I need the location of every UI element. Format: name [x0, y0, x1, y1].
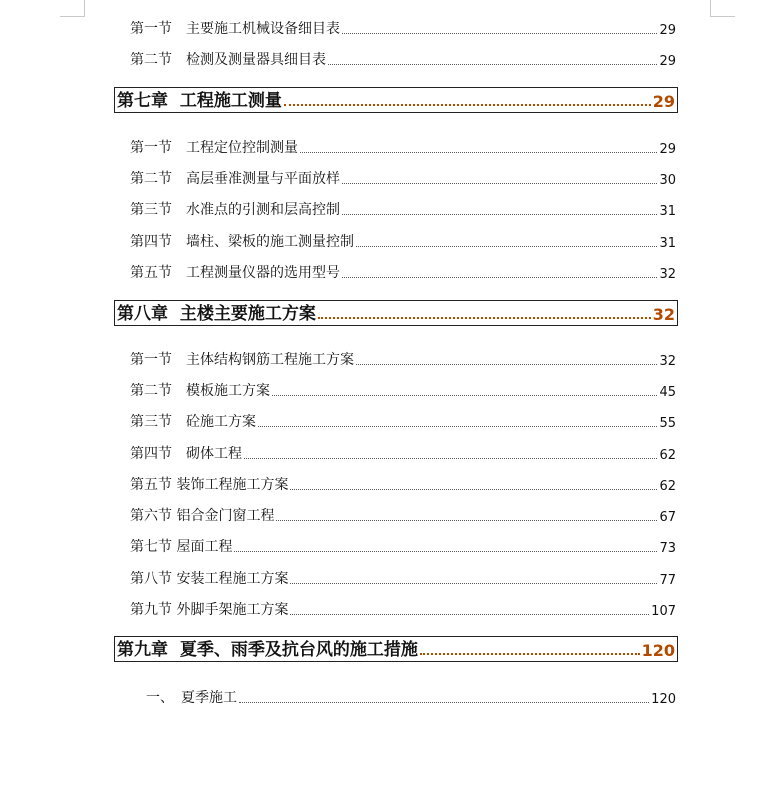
toc-entry[interactable] — [130, 566, 676, 588]
toc-entry-page: 67 — [659, 510, 676, 525]
toc-chapter-heading[interactable] — [114, 87, 678, 113]
toc-entry-label: 第一节 工程定位控制测量 — [130, 140, 298, 156]
toc-entry-page: 55 — [659, 416, 676, 431]
toc-entry-page: 29 — [659, 54, 676, 69]
toc-entry-label: 第四节 砌体工程 — [130, 446, 242, 462]
toc-entry-label: 一、 夏季施工 — [146, 690, 237, 706]
toc-entry-page: 32 — [659, 354, 676, 369]
toc-entry-page: 31 — [659, 236, 676, 251]
toc-entry[interactable] — [130, 534, 676, 556]
dot-leader — [258, 425, 657, 427]
toc-entry-page: 32 — [659, 267, 676, 282]
toc-entry[interactable] — [130, 472, 676, 494]
dot-leader — [290, 613, 649, 615]
dot-leader — [276, 519, 657, 521]
toc-entry-page: 45 — [659, 385, 676, 400]
toc-entry[interactable] — [130, 597, 676, 619]
chapter-title: 第九章 夏季、雨季及抗台风的施工措施 — [117, 640, 418, 660]
toc-entry[interactable] — [130, 229, 676, 251]
toc-entry-page: 31 — [659, 204, 676, 219]
toc-entry[interactable] — [130, 347, 676, 369]
toc-entry-label: 第五节 装饰工程施工方案 — [130, 477, 289, 493]
toc-entry-page: 73 — [659, 541, 676, 556]
toc-entry-page: 120 — [651, 692, 676, 707]
dot-leader — [318, 316, 651, 319]
toc-entry[interactable] — [130, 16, 676, 38]
toc-entry-label: 第七节 屋面工程 — [130, 539, 233, 555]
toc-entry[interactable] — [130, 47, 676, 69]
toc-entry-label: 第一节 主体结构钢筋工程施工方案 — [130, 352, 354, 368]
chapter-page: 32 — [652, 305, 675, 324]
toc-chapter-heading[interactable] — [114, 300, 678, 326]
dot-leader — [290, 488, 657, 490]
dot-leader — [234, 550, 657, 552]
dot-leader — [328, 63, 657, 65]
dot-leader — [284, 103, 651, 106]
toc-entry[interactable] — [130, 166, 676, 188]
toc-entry[interactable] — [146, 685, 676, 707]
toc-entry[interactable] — [130, 135, 676, 157]
toc-entry-label: 第五节 工程测量仪器的选用型号 — [130, 265, 340, 281]
toc-entry-label: 第六节 铝合金门窗工程 — [130, 508, 275, 524]
toc-entry-page: 62 — [659, 448, 676, 463]
toc-entry-page: 29 — [659, 142, 676, 157]
dot-leader — [356, 363, 657, 365]
chapter-title: 第七章 工程施工测量 — [117, 91, 282, 111]
toc-entry-label: 第三节 砼施工方案 — [130, 414, 256, 430]
dot-leader — [342, 276, 657, 278]
chapter-page: 120 — [641, 641, 675, 660]
toc-entry-label: 第二节 模板施工方案 — [130, 383, 270, 399]
toc-entry[interactable] — [130, 260, 676, 282]
dot-leader — [356, 245, 657, 247]
dot-leader — [239, 701, 649, 703]
toc-entry-label: 第一节 主要施工机械设备细目表 — [130, 21, 340, 37]
dot-leader — [342, 32, 657, 34]
chapter-page: 29 — [652, 92, 675, 111]
toc-entry-page: 29 — [659, 23, 676, 38]
dot-leader — [420, 652, 640, 655]
toc-entry[interactable] — [130, 503, 676, 525]
toc-entry[interactable] — [130, 441, 676, 463]
toc-entry[interactable] — [130, 378, 676, 400]
toc-entry-page: 62 — [659, 479, 676, 494]
dot-leader — [272, 394, 657, 396]
toc-entry-page: 107 — [651, 604, 676, 619]
dot-leader — [342, 182, 657, 184]
toc-entry-label: 第三节 水准点的引测和层高控制 — [130, 202, 340, 218]
chapter-title: 第八章 主楼主要施工方案 — [117, 304, 316, 324]
toc-entry-label: 第九节 外脚手架施工方案 — [130, 602, 289, 618]
toc-entry-label: 第二节 检测及测量器具细目表 — [130, 52, 326, 68]
dot-leader — [290, 582, 657, 584]
dot-leader — [342, 213, 657, 215]
toc-entry-label: 第四节 墙柱、梁板的施工测量控制 — [130, 234, 354, 250]
toc-entry[interactable] — [130, 409, 676, 431]
toc-entry-page: 30 — [659, 173, 676, 188]
toc-entry-page: 77 — [659, 573, 676, 588]
toc-entry-label: 第二节 高层垂准测量与平面放样 — [130, 171, 340, 187]
dot-leader — [300, 151, 657, 153]
dot-leader — [244, 457, 657, 459]
toc-chapter-heading[interactable] — [114, 636, 678, 662]
toc-entry-label: 第八节 安装工程施工方案 — [130, 571, 289, 587]
toc-entry[interactable] — [130, 197, 676, 219]
